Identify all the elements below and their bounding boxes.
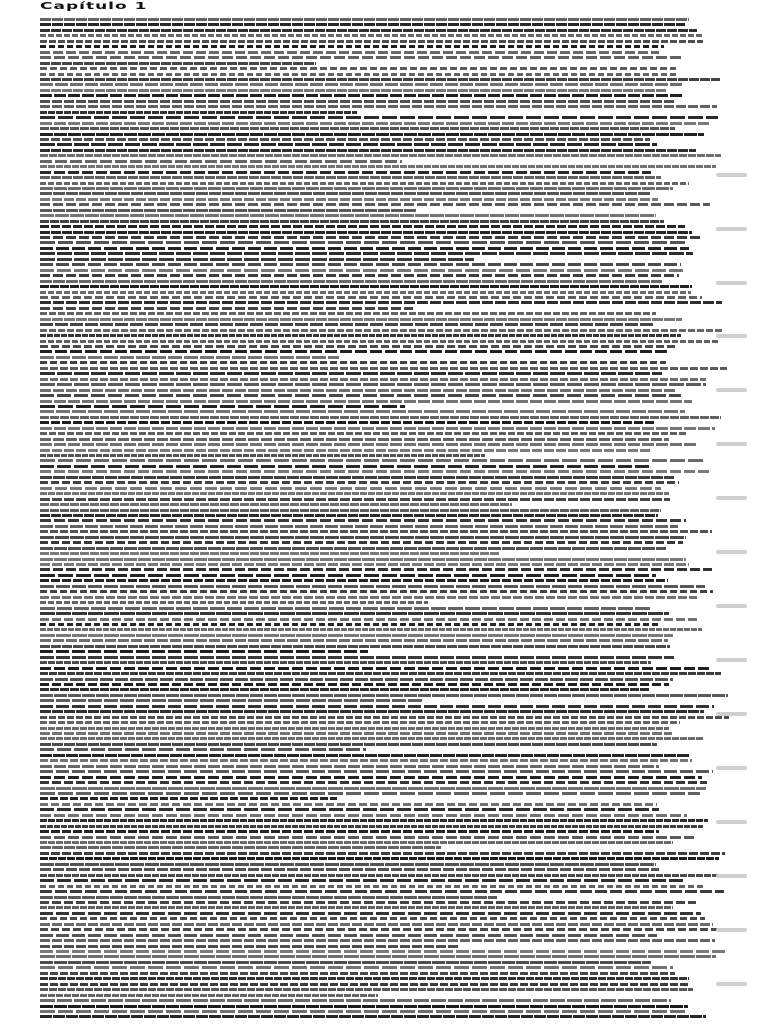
text-line: [40, 40, 703, 43]
text-line: [40, 618, 700, 621]
margin-mark: [716, 820, 747, 824]
text-line: [40, 765, 659, 768]
text-line: [40, 710, 704, 713]
text-line: [40, 917, 705, 920]
text-line: [40, 410, 685, 413]
text-line: [40, 149, 696, 152]
text-line: [40, 345, 677, 348]
text-line: [40, 830, 659, 833]
text-line: [40, 732, 672, 735]
text-line: [40, 361, 666, 364]
text-line: [40, 667, 710, 670]
text-line: [40, 187, 673, 190]
text-line: [40, 334, 681, 337]
text-line: [40, 955, 716, 958]
text-line: [40, 683, 669, 686]
text-line: [40, 67, 676, 70]
text-line: [40, 236, 702, 239]
margin-mark: [716, 712, 747, 716]
text-line: [40, 143, 657, 146]
text-line: [40, 476, 674, 479]
text-line: [40, 105, 717, 108]
text-line: [40, 896, 497, 899]
text-line: [40, 62, 316, 65]
text-line: [40, 748, 366, 751]
text-line: [40, 803, 657, 806]
text-line: [40, 688, 650, 691]
text-line: [40, 192, 650, 195]
text-line: [40, 541, 683, 544]
text-line: [40, 274, 679, 277]
text-line: [40, 241, 686, 244]
text-line: [40, 171, 651, 174]
margin-mark: [716, 388, 747, 392]
text-line: [40, 525, 678, 528]
text-line: [40, 934, 657, 937]
margin-mark: [716, 173, 747, 177]
text-line: [40, 579, 668, 582]
text-line: [40, 623, 660, 626]
text-line: [40, 225, 685, 228]
text-line: [40, 890, 724, 893]
text-line: [40, 519, 686, 522]
text-line: [40, 481, 679, 484]
text-line: [40, 939, 715, 942]
text-line: [40, 552, 500, 555]
text-line: [40, 165, 716, 168]
text-line: [40, 258, 474, 261]
text-line: [40, 590, 713, 593]
text-line: [40, 160, 402, 163]
text-line: [40, 945, 460, 948]
text-line: [40, 721, 680, 724]
text-line: [40, 340, 718, 343]
text-line: [40, 509, 661, 512]
text-line: [40, 394, 681, 397]
text-line: [40, 727, 669, 730]
text-line: [40, 846, 441, 849]
text-line: [40, 83, 682, 86]
text-line: [40, 743, 657, 746]
text-line: [40, 291, 691, 294]
text-line: [40, 383, 706, 386]
text-line: [40, 874, 723, 877]
text-line: [40, 220, 664, 223]
text-line: [40, 307, 413, 310]
text-line: [40, 263, 681, 266]
text-line: [40, 792, 700, 795]
text-line: [40, 427, 715, 430]
text-line: [40, 885, 705, 888]
text-line: [40, 209, 417, 212]
text-line: [40, 857, 719, 860]
margin-mark: [716, 281, 747, 285]
text-line: [40, 269, 685, 272]
text-line: [40, 759, 692, 762]
text-line: [40, 634, 673, 637]
text-line: [40, 252, 693, 255]
text-line: [40, 312, 656, 315]
text-line: [40, 781, 707, 784]
text-line: [40, 400, 692, 403]
margin-mark: [716, 334, 747, 338]
margin-mark: [716, 550, 747, 554]
text-line: [40, 988, 693, 991]
text-line: [40, 127, 675, 130]
text-line: [40, 443, 696, 446]
text-line: [40, 389, 676, 392]
text-line: [40, 819, 708, 822]
text-line: [40, 770, 713, 773]
text-line: [40, 405, 405, 408]
text-line: [40, 492, 669, 495]
text-line: [40, 530, 712, 533]
text-line: [40, 678, 673, 681]
text-line: [40, 994, 378, 997]
text-line: [40, 961, 651, 964]
text-line: [40, 296, 702, 299]
text-line: [40, 51, 659, 54]
text-line: [40, 999, 671, 1002]
text-line: [40, 301, 722, 304]
text-line: [40, 776, 702, 779]
text-line: [40, 182, 689, 185]
text-line: [40, 432, 687, 435]
text-line: [40, 503, 512, 506]
margin-mark: [716, 442, 747, 446]
text-line: [40, 656, 674, 659]
text-line: [40, 863, 656, 866]
text-line: [40, 138, 650, 141]
text-line: [40, 563, 689, 566]
text-line: [40, 318, 682, 321]
text-line: [40, 350, 668, 353]
text-line: [40, 421, 654, 424]
text-line: [40, 836, 694, 839]
text-line: [40, 116, 718, 119]
text-line: [40, 601, 428, 604]
text-line: [40, 879, 683, 882]
text-line: [40, 285, 692, 288]
text-line: [40, 454, 485, 457]
text-line: [40, 323, 654, 326]
text-line: [40, 628, 702, 631]
text-line: [40, 487, 661, 490]
text-line: [40, 868, 659, 871]
text-line: [40, 841, 673, 844]
text-line: [40, 449, 650, 452]
text-line: [40, 568, 712, 571]
text-line: [40, 977, 689, 980]
margin-mark: [716, 496, 747, 500]
text-line: [40, 814, 687, 817]
text-line: [40, 737, 704, 740]
text-line: [40, 705, 714, 708]
text-line: [40, 111, 357, 114]
text-line: [40, 699, 423, 702]
text-line: [40, 133, 704, 136]
text-line: [40, 367, 727, 370]
text-line: [40, 607, 650, 610]
text-line: [40, 198, 658, 201]
text-line: [40, 470, 710, 473]
margin-mark: [716, 227, 747, 231]
text-line: [40, 754, 690, 757]
margin-mark: [716, 604, 747, 608]
text-line: [40, 465, 650, 468]
text-line: [40, 329, 722, 332]
text-line: [40, 203, 710, 206]
text-line: [40, 787, 706, 790]
text-line: [40, 585, 705, 588]
text-line: [40, 176, 661, 179]
text-line: [40, 639, 668, 642]
text-line: [40, 378, 706, 381]
text-line: [40, 661, 651, 664]
text-line: [40, 416, 721, 419]
text-line: [40, 797, 337, 800]
text-line: [40, 983, 689, 986]
text-line: [40, 536, 686, 539]
text-line: [40, 56, 683, 59]
text-line: [40, 716, 729, 719]
text-line: [40, 514, 658, 517]
text-line: [40, 972, 675, 975]
text-line: [40, 1005, 688, 1008]
text-line: [40, 901, 696, 904]
text-line: [40, 596, 697, 599]
text-line: [40, 612, 669, 615]
text-line: [40, 122, 709, 125]
text-line: [40, 214, 656, 217]
text-line: [40, 94, 682, 97]
text-line: [40, 1010, 688, 1013]
text-line: [40, 966, 673, 969]
text-line: [40, 547, 666, 550]
text-line: [40, 906, 673, 909]
text-line: [40, 438, 669, 441]
text-line: [40, 73, 678, 76]
text-line: [40, 459, 703, 462]
chapter-heading: Capítulo 1: [40, 0, 148, 12]
text-line: [40, 45, 664, 48]
text-line: [40, 18, 689, 21]
text-line: [40, 558, 686, 561]
margin-mark: [716, 928, 747, 932]
text-line: [40, 29, 697, 32]
margin-mark: [716, 874, 747, 878]
margin-mark: [716, 766, 747, 770]
text-line: [40, 154, 721, 157]
text-line: [40, 89, 667, 92]
text-line: [40, 650, 368, 653]
text-line: [40, 808, 659, 811]
text-line: [40, 372, 662, 375]
text-line: [40, 928, 717, 931]
margin-mark: [716, 658, 747, 662]
text-line: [40, 498, 670, 501]
text-line: [40, 34, 702, 37]
text-line: [40, 280, 662, 283]
text-line: [40, 78, 720, 81]
text-line: [40, 950, 725, 953]
text-line: [40, 356, 339, 359]
text-line: [40, 231, 692, 234]
text-line: [40, 825, 703, 828]
text-line: [40, 694, 728, 697]
margin-mark: [716, 982, 747, 986]
text-line: [40, 672, 721, 675]
text-line: [40, 852, 725, 855]
text-line: [40, 1015, 706, 1018]
text-line: [40, 574, 656, 577]
text-line: [40, 247, 689, 250]
text-line: [40, 645, 670, 648]
text-line: [40, 912, 701, 915]
text-line: [40, 923, 713, 926]
text-line: [40, 100, 675, 103]
text-line: [40, 23, 685, 26]
